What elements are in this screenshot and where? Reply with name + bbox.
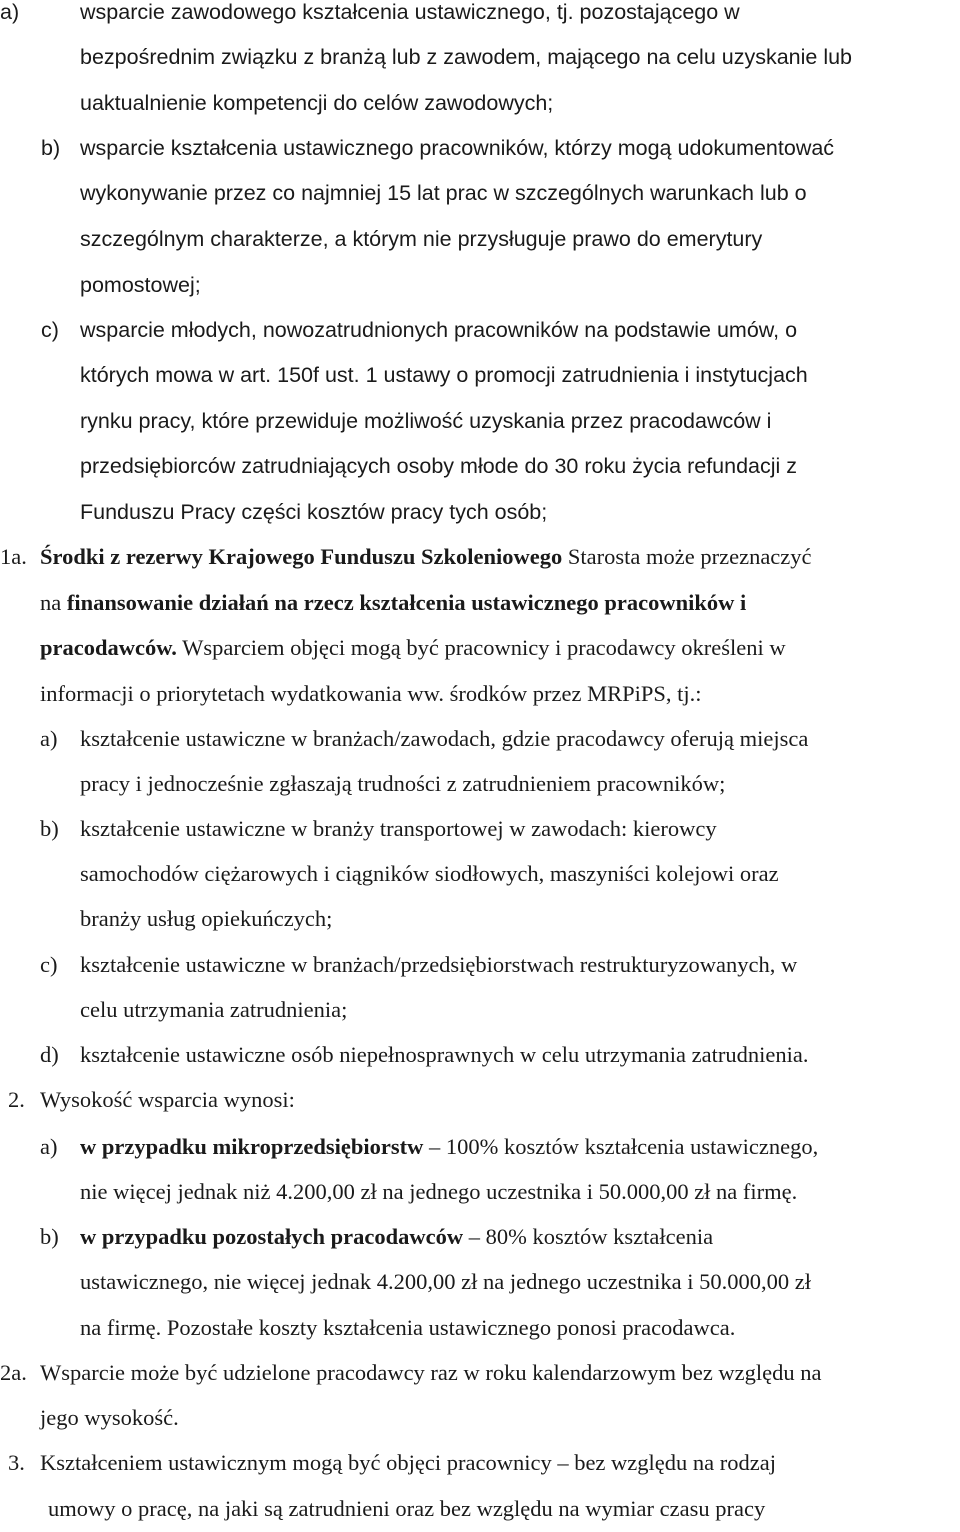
item-c-marker: c)	[41, 318, 59, 342]
section-1a-line-4: informacji o priorytetach wydatkowania ww. środków przez MRPiPS, tj.:	[40, 681, 702, 706]
section-1a-item-d-marker: d)	[40, 1042, 59, 1067]
section-2-number: 2.	[8, 1087, 25, 1112]
section-1a-item-b-line-3: branży usług opiekuńczych;	[80, 906, 333, 931]
section-2-item-a-marker: a)	[40, 1134, 58, 1159]
section-2a-line-2: jego wysokość.	[40, 1405, 179, 1430]
item-c-line-4: przedsiębiorców zatrudniających osoby młode do 30 roku życia refundacji z	[80, 454, 798, 478]
item-c-line-1: c) wsparcie młodych, nowozatrudnionych pracowników na podstawie umów, o	[0, 307, 960, 353]
section-1a-line-3: pracodawców. Wsparciem objęci mogą być pracownicy i pracodawcy określeni w	[40, 635, 786, 660]
section-2-item-a-line-2: nie więcej jednak niż 4.200,00 zł na jednego uczestnika i 50.000,00 zł na firmę.	[80, 1179, 798, 1204]
section-2-item-b-line-1: b) w przypadku pozostałych pracodawców – 80% kosztów kształcenia	[0, 1214, 960, 1260]
section-1a-item-b-line-1: b) kształcenie ustawiczne w branży transportowej w zawodach: kierowcy	[0, 806, 960, 852]
section-1a-item-b-line-2: samochodów ciężarowych i ciągników siodłowych, maszyniści kolejowi oraz	[80, 861, 779, 886]
item-c-line-3: rynku pracy, które przewiduje możliwość uzyskania przez pracodawców i	[80, 409, 772, 433]
section-1a-item-a-line-2: pracy i jednocześnie zgłaszają trudności z zatrudnieniem pracowników;	[80, 771, 726, 796]
item-a-line-3: uaktualnienie kompetencji do celów zawodowych;	[80, 91, 554, 115]
item-b-line-4: pomostowej;	[80, 273, 201, 297]
section-1a-item-c-line-2: celu utrzymania zatrudnienia;	[80, 997, 348, 1022]
section-1a-item-b-marker: b)	[40, 816, 59, 841]
section-1a-item-a-marker: a)	[40, 726, 58, 751]
section-1a-number: 1a.	[0, 544, 27, 569]
item-b-line-2: wykonywanie przez co najmniej 15 lat prac w szczególnych warunkach lub o	[80, 181, 807, 205]
section-1a-bold-heading: Środki z rezerwy Krajowego Funduszu Szkoleniowego	[40, 544, 563, 569]
section-1a-item-d-line-1: d) kształcenie ustawiczne osób niepełnosprawnych w celu utrzymania zatrudnienia.	[0, 1032, 960, 1078]
section-3-number: 3.	[8, 1450, 25, 1475]
section-2-item-b-line-2: ustawicznego, nie więcej jednak 4.200,00 zł na jednego uczestnika i 50.000,00 zł	[80, 1269, 812, 1294]
section-2a-line-1: 2a. Wsparcie może być udzielone pracodawcy raz w roku kalendarzowym bez względu na	[0, 1350, 960, 1396]
item-a-line-1: a) wsparcie zawodowego kształcenia ustawicznego, tj. pozostającego w	[0, 0, 960, 35]
section-2-item-a-line-1: a) w przypadku mikroprzedsiębiorstw – 100% kosztów kształcenia ustawicznego,	[0, 1124, 960, 1170]
item-b-line-3: szczególnym charakterze, a którym nie przysługuje prawo do emerytury	[80, 227, 763, 251]
item-a-marker: a)	[0, 0, 20, 24]
section-1a-line-2: na finansowanie działań na rzecz kształcenia ustawicznego pracowników i	[40, 590, 747, 615]
item-c-line-5: Funduszu Pracy części kosztów pracy tych osób;	[80, 500, 548, 524]
section-3-line-2: umowy o pracę, na jaki są zatrudnieni oraz bez względu na wymiar czasu pracy	[48, 1496, 766, 1521]
section-2a-number: 2a.	[0, 1360, 27, 1385]
section-2-heading: Wysokość wsparcia wynosi:	[40, 1087, 295, 1112]
section-3-line-1: 3. Kształceniem ustawicznym mogą być objęci pracownicy – bez względu na rodzaj	[0, 1440, 960, 1486]
section-1a-item-a-line-1: a) kształcenie ustawiczne w branżach/zawodach, gdzie pracodawcy oferują miejsca	[0, 716, 960, 762]
section-2-item-b-line-3: na firmę. Pozostałe koszty kształcenia ustawicznego ponosi pracodawca.	[80, 1315, 736, 1340]
item-b-line-1: b) wsparcie kształcenia ustawicznego pracowników, którzy mogą udokumentować	[0, 125, 960, 171]
item-b-marker: b)	[41, 136, 61, 160]
section-2-heading-line	[0, 1077, 960, 1123]
section-1a-line-1: 1a. Środki z rezerwy Krajowego Funduszu Szkoleniowego Starosta może przeznaczyć	[0, 534, 960, 580]
section-1a-item-c-line-1: c) kształcenie ustawiczne w branżach/przedsiębiorstwach restrukturyzowanych, w	[0, 942, 960, 988]
section-1a-item-c-marker: c)	[40, 952, 58, 977]
item-a-line-2: bezpośrednim związku z branżą lub z zawodem, mającego na celu uzyskanie lub	[80, 45, 853, 69]
section-2-item-b-marker: b)	[40, 1224, 59, 1249]
item-c-line-2: których mowa w art. 150f ust. 1 ustawy o promocji zatrudnienia i instytucjach	[80, 363, 808, 387]
